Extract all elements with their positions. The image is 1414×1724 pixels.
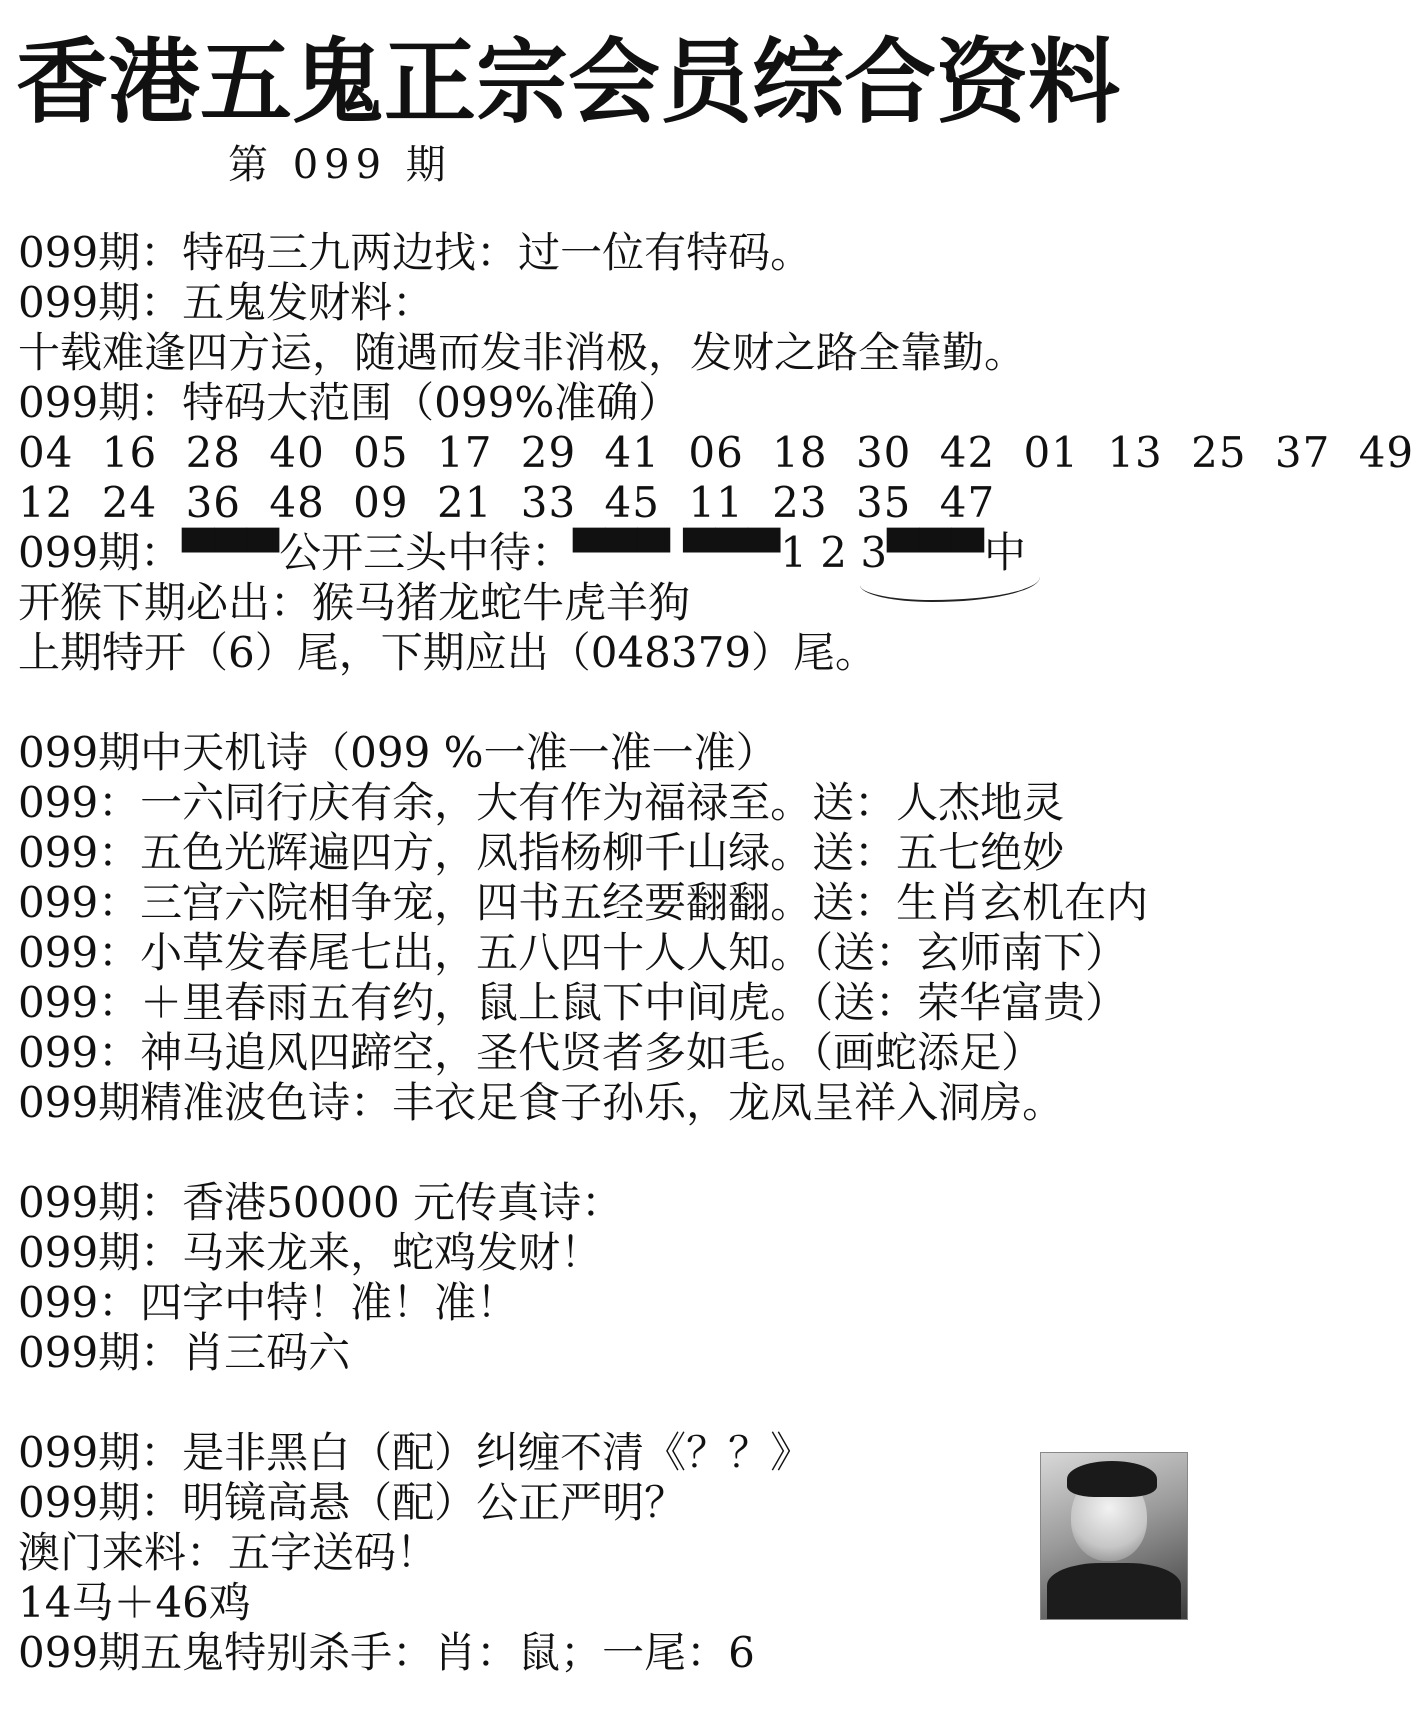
text-line: 099期：肖三码六: [18, 1328, 351, 1377]
text-line: 开猴下期必出：猴马猪龙蛇牛虎羊狗: [18, 578, 691, 627]
poem-line: 099：三宫六院相争宠，四书五经要翻翻。送：生肖玄机在内: [18, 878, 1149, 927]
poem-line: 099：一六同行庆有余，大有作为福禄至。送：人杰地灵: [18, 778, 1065, 827]
portrait-hair: [1067, 1461, 1157, 1497]
number-row: 04 16 28 40 05 17 29 41 06 18 30 42 01 13 25 37 49: [18, 428, 1414, 477]
number-row: 12 24 36 48 09 21 33 45 11 23 35 47: [18, 478, 996, 527]
text-line: 099期：明镜高悬（配）公正严明？: [18, 1478, 687, 1527]
text-line: 099期：特码大范围（099%准确）: [18, 378, 681, 427]
text-line: 099期：特码三九两边找：过一位有特码。: [18, 228, 813, 277]
text-line: 澳门来料：五字送码！: [18, 1528, 439, 1577]
text-line: 099期：香港50000 元传真诗：: [18, 1178, 624, 1227]
text-line-masked: 099期：▀▀▀公开三头中待：▀▀▀ ▀▀▀1 2 3▀▀▀中: [18, 528, 1026, 577]
text-line: 099：四字中特！准！准！: [18, 1278, 519, 1327]
text-line: 上期特开（6）尾，下期应出（048379）尾。: [18, 628, 878, 677]
poem-line: 099：五色光辉遍四方，凤指杨柳千山绿。送：五七绝妙: [18, 828, 1065, 877]
poem-line: 099：小草发春尾七出，五八四十人人知。（送：玄师南下）: [18, 928, 1128, 977]
portrait-photo: [1040, 1452, 1188, 1620]
poem-heading: 099期中天机诗（099 %一准一准一准）: [18, 728, 778, 777]
text-line: 099期：马来龙来，蛇鸡发财！: [18, 1228, 603, 1277]
poem-line: 099：神马追风四蹄空，圣代贤者多如毛。（画蛇添足）: [18, 1028, 1044, 1077]
poem-line: 099期精准波色诗：丰衣足食子孙乐，龙凤呈祥入洞房。: [18, 1078, 1065, 1127]
text-line: 十载难逢四方运，随遇而发非消极，发财之路全靠勤。: [18, 328, 1027, 377]
portrait-body: [1047, 1563, 1181, 1619]
text-line: 099期五鬼特别杀手：肖：鼠；一尾：6: [18, 1628, 755, 1677]
text-line: 099期：五鬼发财料：: [18, 278, 435, 327]
issue-number: 第 099 期: [228, 142, 452, 188]
poem-line: 099：＋里春雨五有约，鼠上鼠下中间虎。（送：荣华富贵）: [18, 978, 1128, 1027]
text-line: 14马＋46鸡: [18, 1578, 251, 1627]
page-title: 香港五鬼正宗会员综合资料: [16, 29, 1121, 136]
text-line: 099期：是非黑白（配）纠缠不清《？？》: [18, 1428, 813, 1477]
